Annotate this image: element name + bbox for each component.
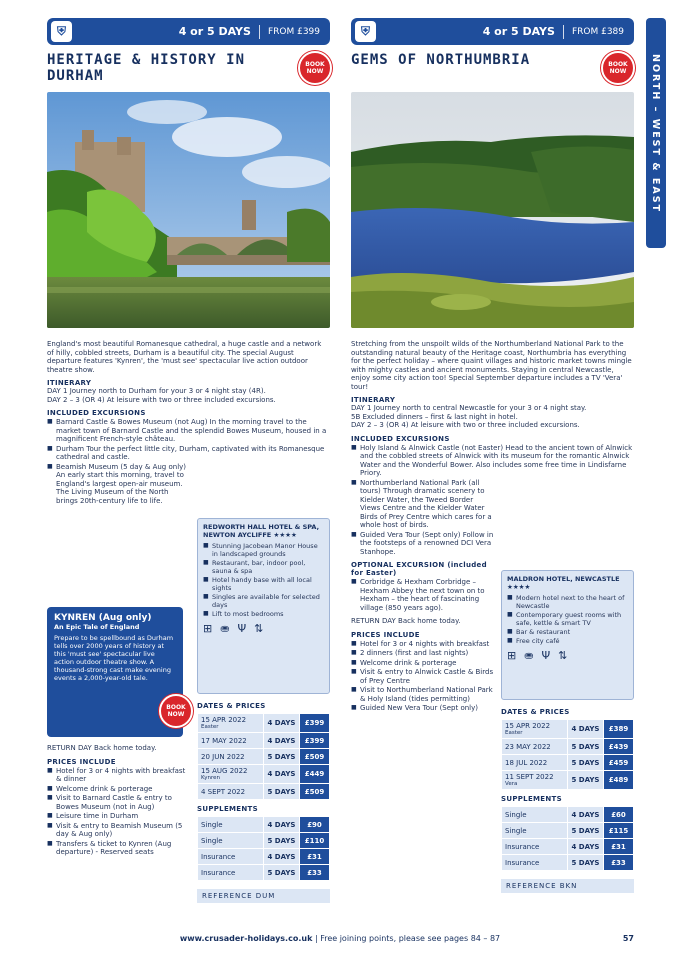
duration-price-banner	[351, 18, 634, 45]
hotel-name: MALDRON HOTEL, NEWCASTLE ★★★★	[507, 575, 620, 591]
excursion-item: ■ Northumberland National Park (all tours) Through dramatic scenery to Kielder Water, the Tweed Border Views Centre and the Kielder Water Birds of Prey Centre which cares for a whole host of birds.	[351, 479, 494, 530]
excursion-item: ■ Barnard Castle & Bowes Museum (not Aug) In the morning travel to the market town of Barnard Castle and the splendid Bowes Museum, housed in a magnificent French-style château.	[47, 418, 330, 444]
region-tab	[646, 18, 666, 248]
lift-icon: ⇅	[254, 622, 264, 635]
tour-durham	[47, 18, 330, 900]
from-price: FROM £399	[267, 26, 320, 37]
price-include-item: ■ Visit to Northumberland National Park & Holy Island (tides permitting)	[351, 686, 494, 703]
return-day: RETURN DAY Back home today.	[351, 617, 461, 625]
itinerary-day-1: DAY 1 Journey north to central Newcastle for your 3 or 4 night stay.	[351, 404, 587, 412]
dates-heading: DATES & PRICES	[197, 702, 266, 710]
supplements-heading: SUPPLEMENTS	[197, 805, 258, 813]
itinerary-heading: ITINERARY	[351, 396, 396, 404]
restaurant-icon: ⛂	[220, 622, 230, 635]
crusader-logo-icon: ⛨	[355, 21, 376, 42]
bar-icon: Ψ	[541, 649, 551, 662]
table-row: Single 4 DAYS £90	[198, 817, 330, 833]
restaurant-icon: ⛂	[524, 649, 534, 662]
hotel-feature: ■ Bar & restaurant	[507, 628, 628, 636]
price-include-item: ■ Transfers & ticket to Kynren (Aug departure) - Reserved seats	[47, 840, 187, 857]
website-link[interactable]: www.crusader-holidays.co.uk	[179, 934, 313, 943]
supplements-table	[197, 816, 330, 881]
kynren-subtitle: An Epic Tale of England	[54, 623, 140, 631]
table-row: 20 JUN 2022 5 DAYS £509	[198, 749, 330, 765]
crusader-logo-icon: ⛨	[51, 21, 72, 42]
table-row: 15 APR 2022 Easter 4 DAYS £389	[502, 720, 634, 739]
itinerary-day-1: DAY 1 Journey north to Durham for your 3 or 4 night stay (4R).	[47, 387, 266, 395]
hotel-feature: ■ Hotel handy base with all local sights	[203, 576, 324, 592]
footer-text: Free joining points, please see pages 84 – 87	[320, 934, 501, 943]
durham-castle-photo	[47, 92, 330, 328]
price-include-item: ■ Welcome drink & porterage	[47, 785, 187, 794]
price-include-item: ■ 2 dinners (first and last nights)	[351, 649, 494, 658]
excursions-heading: INCLUDED EXCURSIONS	[351, 434, 450, 443]
tour-title: HERITAGE & HISTORY IN DURHAM	[47, 52, 246, 84]
itinerary-note: 5B Excluded dinners – first & last night in hotel.	[351, 412, 518, 421]
price-include-item: ■ Guided New Vera Tour (Sept only)	[351, 704, 494, 713]
from-price: FROM £389	[571, 26, 624, 37]
wifi-icon: ⊞	[203, 622, 213, 635]
hotel-feature: ■ Lift to most bedrooms	[203, 610, 324, 618]
supplements-heading: SUPPLEMENTS	[501, 795, 562, 803]
price-include-item: ■ Hotel for 3 or 4 nights with breakfast & dinner	[47, 767, 187, 784]
lift-icon: ⇅	[558, 649, 568, 662]
kynren-title: KYNREN (Aug only)	[54, 613, 152, 623]
kynren-body: Prepare to be spellbound as Durham tells over 2000 years of history at this 'must see' spectacular live action outdoor theatre show. A thousand-strong cast make evening events a 2,000-year-old tale.	[54, 634, 174, 682]
table-row: 11 SEPT 2022 Vera 5 DAYS £489	[502, 771, 634, 790]
book-now-badge[interactable]: BOOK NOW	[159, 694, 193, 728]
table-row: 17 MAY 2022 4 DAYS £399	[198, 733, 330, 749]
hotel-feature: ■ Contemporary guest rooms with safe, kettle & smart TV	[507, 611, 628, 627]
price-include-item: ■ Visit to Barnard Castle & entry to Bowes Museum (not in Aug)	[47, 794, 187, 811]
table-row: 18 JUL 2022 5 DAYS £459	[502, 755, 634, 771]
dates-table	[197, 713, 330, 800]
prices-include-heading: PRICES INCLUDE	[351, 630, 420, 639]
hotel-box	[197, 518, 330, 694]
price-include-item: ■ Hotel for 3 or 4 nights with breakfast	[351, 640, 494, 649]
tour-northumbria	[351, 18, 634, 890]
bar-icon: Ψ	[237, 622, 247, 635]
excursion-item: ■ Beamish Museum (5 day & Aug only) An early start this morning, travel to England's largest open-air museum. The Living Museum of the North brings 20th-century life to life.	[47, 463, 187, 506]
itinerary-day-2: DAY 2 – 3 (OR 4) At leisure with two or three included excursions.	[47, 395, 276, 404]
hotel-feature: ■ Free city café	[507, 637, 628, 645]
dates-table	[501, 719, 634, 790]
table-row: 4 SEPT 2022 5 DAYS £509	[198, 784, 330, 800]
table-row: 23 MAY 2022 5 DAYS £439	[502, 739, 634, 755]
excursion-item: ■ Guided Vera Tour (Sept only) Follow in the footsteps of a renowned DCI Vera Stanhope.	[351, 531, 494, 557]
price-include-item: ■ Visit & entry to Beamish Museum (5 day & Aug only)	[47, 822, 187, 839]
book-now-badge[interactable]: BOOK NOW	[298, 51, 332, 85]
itinerary-day-2: DAY 2 – 3 (OR 4) At leisure with two or three included excursions.	[351, 421, 580, 429]
optional-excursion-item: ■ Corbridge & Hexham Corbridge – Hexham Abbey the next town on to Hexham – the heart of fascinating village (850 years ago).	[351, 578, 494, 612]
hotel-feature: ■ Modern hotel next to the heart of Newcastle	[507, 594, 628, 610]
duration-label: 4 or 5 DAYS	[178, 25, 251, 38]
tour-intro: England's most beautiful Romanesque cathedral, a huge castle and a network of hilly, cobbled streets, Durham is a beautiful city. The special August departure features 'Kynren', the 'must see' spectacular live action outdoor theatre show.	[47, 340, 322, 374]
table-row: Insurance 5 DAYS £33	[198, 865, 330, 881]
page-number: 57	[622, 934, 634, 943]
price-include-item: ■ Leisure time in Durham	[47, 812, 187, 821]
excursion-item: ■ Holy Island & Alnwick Castle (not Easter) Head to the ancient town of Alnwick and the cobbled streets of Alnwick with its museum for the romantic Alnwick Water and the Wonderful Bower. Also includes some free time in Lindisfarne Priory.	[351, 444, 634, 478]
excursions-heading: INCLUDED EXCURSIONS	[47, 409, 146, 417]
region-label: NORTH – WEST & EAST	[650, 54, 661, 214]
table-row: Insurance 4 DAYS £31	[198, 849, 330, 865]
optional-excursion-heading: OPTIONAL EXCURSION (included for Easter)	[351, 561, 487, 577]
reference-code: REFERENCE BKN	[501, 879, 634, 893]
hotel-feature: ■ Stunning Jacobean Manor House in landscaped grounds	[203, 542, 324, 558]
reference-code: REFERENCE DUM	[197, 889, 330, 903]
book-now-badge[interactable]: BOOK NOW	[601, 51, 635, 85]
hotel-box	[501, 570, 634, 700]
duration-label: 4 or 5 DAYS	[482, 25, 555, 38]
tour-intro: Stretching from the unspoilt wilds of the Northumberland National Park to the outstanding natural beauty of the Heritage coast, Northumbria has everything for the perfect holiday – where quaint villages and historic market towns mingle with mighty castles and ancient monuments. Staying in central Newcastle, enjoy some city action too! Special September departure includes a TV 'Vera' tour!	[351, 340, 632, 391]
table-row: Single 4 DAYS £60	[502, 807, 634, 823]
hotel-feature: ■ Restaurant, bar, indoor pool, sauna & spa	[203, 559, 324, 575]
tour-title: GEMS OF NORTHUMBRIA	[351, 52, 531, 68]
hotel-name: REDWORTH HALL HOTEL & SPA, NEWTON AYCLIFFE ★★★★	[203, 523, 320, 539]
prices-include-heading: PRICES INCLUDE	[47, 757, 116, 766]
price-include-item: ■ Visit & entry to Alnwick Castle & Birds of Prey Centre	[351, 668, 494, 685]
return-day: RETURN DAY Back home today.	[47, 744, 157, 752]
supplements-table	[501, 806, 634, 871]
wifi-icon: ⊞	[507, 649, 517, 662]
table-row: 15 APR 2022 Easter 4 DAYS £399	[198, 714, 330, 733]
northumbria-lake-photo	[351, 92, 634, 328]
itinerary-heading: ITINERARY	[47, 379, 92, 387]
table-row: Single 5 DAYS £115	[502, 823, 634, 839]
dates-heading: DATES & PRICES	[501, 708, 570, 716]
table-row: Insurance 4 DAYS £31	[502, 839, 634, 855]
duration-price-banner	[47, 18, 330, 45]
hotel-feature: ■ Singles are available for selected days	[203, 593, 324, 609]
page-footer: www.crusader-holidays.co.uk | Free joining points, please see pages 84 – 87 57	[179, 934, 634, 943]
table-row: Insurance 5 DAYS £33	[502, 855, 634, 871]
price-include-item: ■ Welcome drink & porterage	[351, 659, 494, 668]
table-row: Single 5 DAYS £110	[198, 833, 330, 849]
excursion-item: ■ Durham Tour the perfect little city, Durham, captivated with its Romanesque cathedral and castle.	[47, 445, 330, 462]
table-row: 15 AUG 2022 Kynren 4 DAYS £449	[198, 765, 330, 784]
